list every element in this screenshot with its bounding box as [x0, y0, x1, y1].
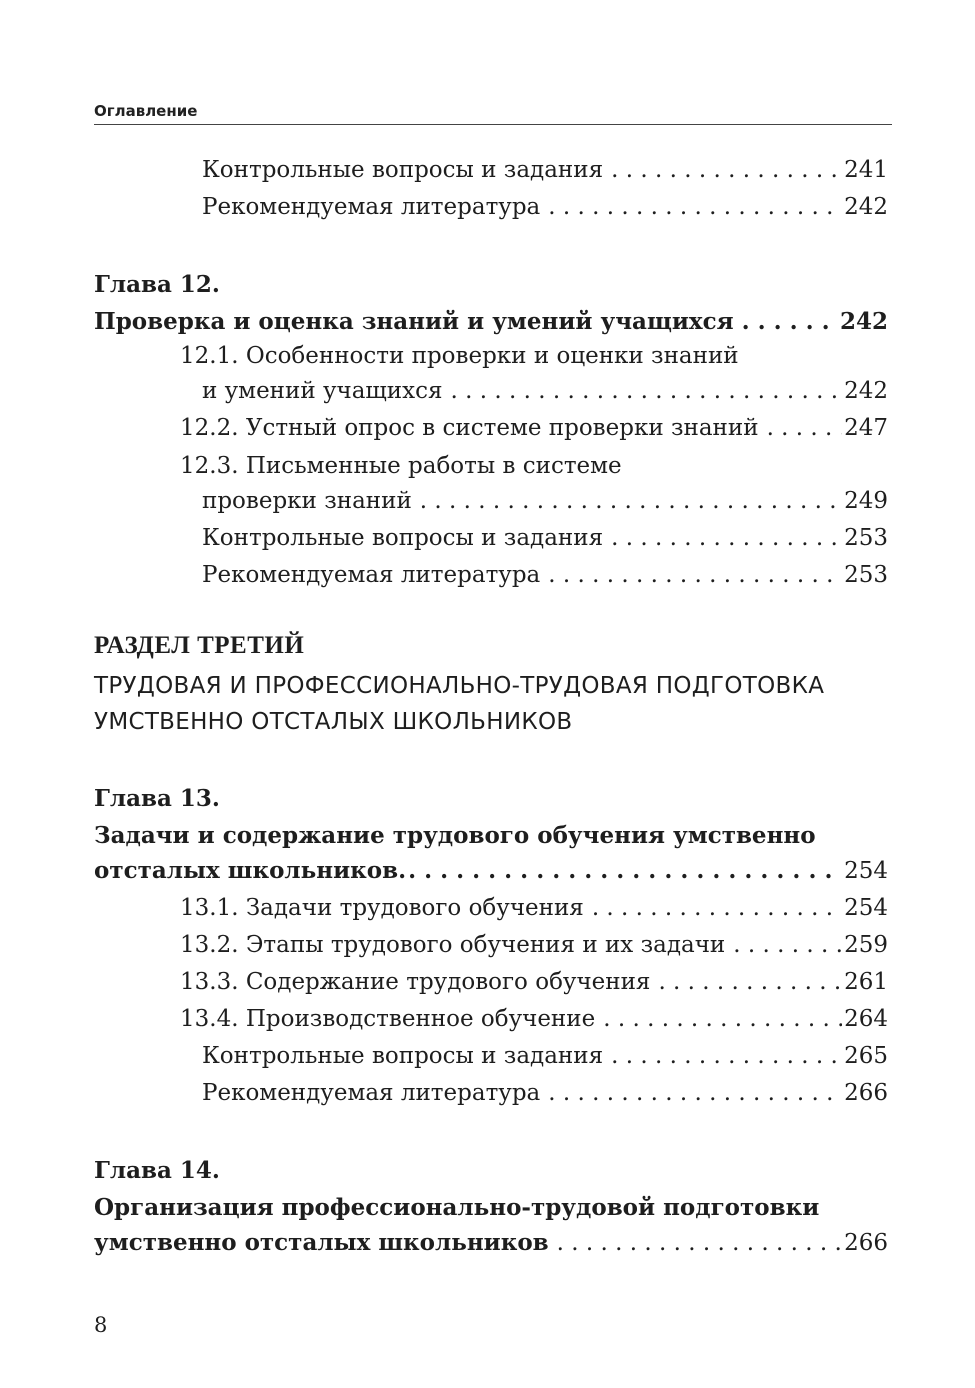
toc-entry-page: 266 — [844, 1080, 888, 1106]
dot-leader — [548, 189, 842, 226]
toc-entry-title: 13.1. Задачи трудового обучения — [180, 895, 584, 921]
toc-entry-page: 242 — [844, 194, 888, 220]
dot-leader — [603, 1001, 842, 1038]
chapter-13-title-line1[interactable]: Задачи и содержание трудового обучения умственно — [94, 822, 816, 849]
toc-entry-title: и умений учащихся — [202, 378, 443, 404]
section-3-title-line1: ТРУДОВАЯ И ПРОФЕССИОНАЛЬНО-ТРУДОВАЯ ПОДГОТОВКА — [94, 673, 825, 699]
toc-entry-12-1-line1[interactable]: 12.1. Особенности проверки и оценки знаний — [180, 343, 739, 369]
dot-leader — [742, 303, 838, 340]
chapter-12-label: Глава 12. — [94, 271, 220, 298]
dot-leader — [733, 927, 842, 964]
toc-entry-page: 249 — [844, 488, 888, 514]
section-3-label: РАЗДЕЛ ТРЕТИЙ — [94, 632, 305, 659]
toc-entry-title: 13.2. Этапы трудового обучения и их задачи — [180, 932, 726, 958]
dot-leader — [611, 1038, 842, 1075]
toc-entry-page: 253 — [844, 525, 888, 551]
toc-entry-title: 13.4. Производственное обучение — [180, 1006, 596, 1032]
toc-entry-recommended-literature[interactable] — [94, 1075, 888, 1112]
toc-entry-13-2[interactable] — [94, 927, 888, 964]
toc-entry-title: Рекомендуемая литература — [202, 194, 541, 220]
dot-leader — [548, 557, 842, 594]
toc-entry-13-4[interactable] — [94, 1001, 888, 1038]
toc-entry-recommended-literature[interactable] — [94, 557, 888, 594]
toc-entry-title: Контрольные вопросы и задания — [202, 157, 604, 183]
dot-leader — [408, 852, 842, 889]
toc-entry-page: 259 — [844, 932, 888, 958]
dot-leader — [548, 1075, 842, 1112]
dot-leader — [611, 152, 842, 189]
toc-entry-page: 253 — [844, 562, 888, 588]
toc-entry-title: проверки знаний — [202, 488, 412, 514]
chapter-14-title-line1[interactable]: Организация профессионально-трудовой подготовки — [94, 1194, 820, 1221]
toc-entry-page: 265 — [844, 1043, 888, 1069]
chapter-title: Проверка и оценка знаний и умений учащихся — [94, 308, 734, 335]
toc-entry-title: Рекомендуемая литература — [202, 562, 541, 588]
chapter-14-label: Глава 14. — [94, 1157, 220, 1184]
chapter-14-entry[interactable] — [94, 1224, 888, 1262]
toc-entry-page: 241 — [844, 157, 888, 183]
toc-entry-control-questions[interactable] — [94, 152, 888, 189]
toc-entry-title: 12.2. Устный опрос в системе проверки знаний — [180, 415, 759, 441]
toc-entry-title: Контрольные вопросы и задания — [202, 525, 604, 551]
toc-entry-13-1[interactable] — [94, 890, 888, 927]
page-number: 8 — [94, 1313, 108, 1337]
toc-entry-control-questions[interactable] — [94, 520, 888, 557]
toc-entry-page: 247 — [844, 415, 888, 441]
chapter-13-entry[interactable] — [94, 852, 888, 890]
dot-leader — [767, 410, 843, 447]
chapter-title: умственно отсталых школьников — [94, 1229, 549, 1256]
toc-entry-control-questions[interactable] — [94, 1038, 888, 1075]
toc-entry-12-3[interactable] — [94, 483, 888, 520]
dot-leader — [592, 890, 842, 927]
chapter-12-entry[interactable] — [94, 303, 888, 340]
toc-entry-page: 261 — [844, 969, 888, 995]
toc-entry-recommended-literature[interactable] — [94, 189, 888, 226]
chapter-page: 254 — [844, 858, 888, 884]
dot-leader — [658, 964, 842, 1001]
toc-entry-title: 13.3. Содержание трудового обучения — [180, 969, 651, 995]
running-header: Оглавление — [94, 102, 892, 125]
chapter-title: отсталых школьников. — [94, 857, 407, 884]
section-3-title-line2: УМСТВЕННО ОТСТАЛЫХ ШКОЛЬНИКОВ — [94, 709, 573, 735]
table-of-contents — [94, 152, 888, 1262]
toc-entry-13-3[interactable] — [94, 964, 888, 1001]
toc-entry-page: 264 — [844, 1006, 888, 1032]
toc-entry-page: 254 — [844, 895, 888, 921]
toc-entry-page: 242 — [844, 378, 888, 404]
dot-leader — [611, 520, 842, 557]
chapter-page: 242 — [839, 308, 888, 335]
dot-leader — [451, 373, 843, 410]
dot-leader — [557, 1225, 842, 1262]
toc-entry-title: Рекомендуемая литература — [202, 1080, 541, 1106]
toc-entry-12-1[interactable] — [94, 373, 888, 410]
toc-entry-12-3-line1[interactable]: 12.3. Письменные работы в системе — [180, 453, 622, 479]
toc-entry-title: Контрольные вопросы и задания — [202, 1043, 604, 1069]
chapter-13-label: Глава 13. — [94, 785, 220, 812]
dot-leader — [420, 483, 842, 520]
chapter-page: 266 — [844, 1230, 888, 1256]
toc-entry-12-2[interactable] — [94, 410, 888, 447]
